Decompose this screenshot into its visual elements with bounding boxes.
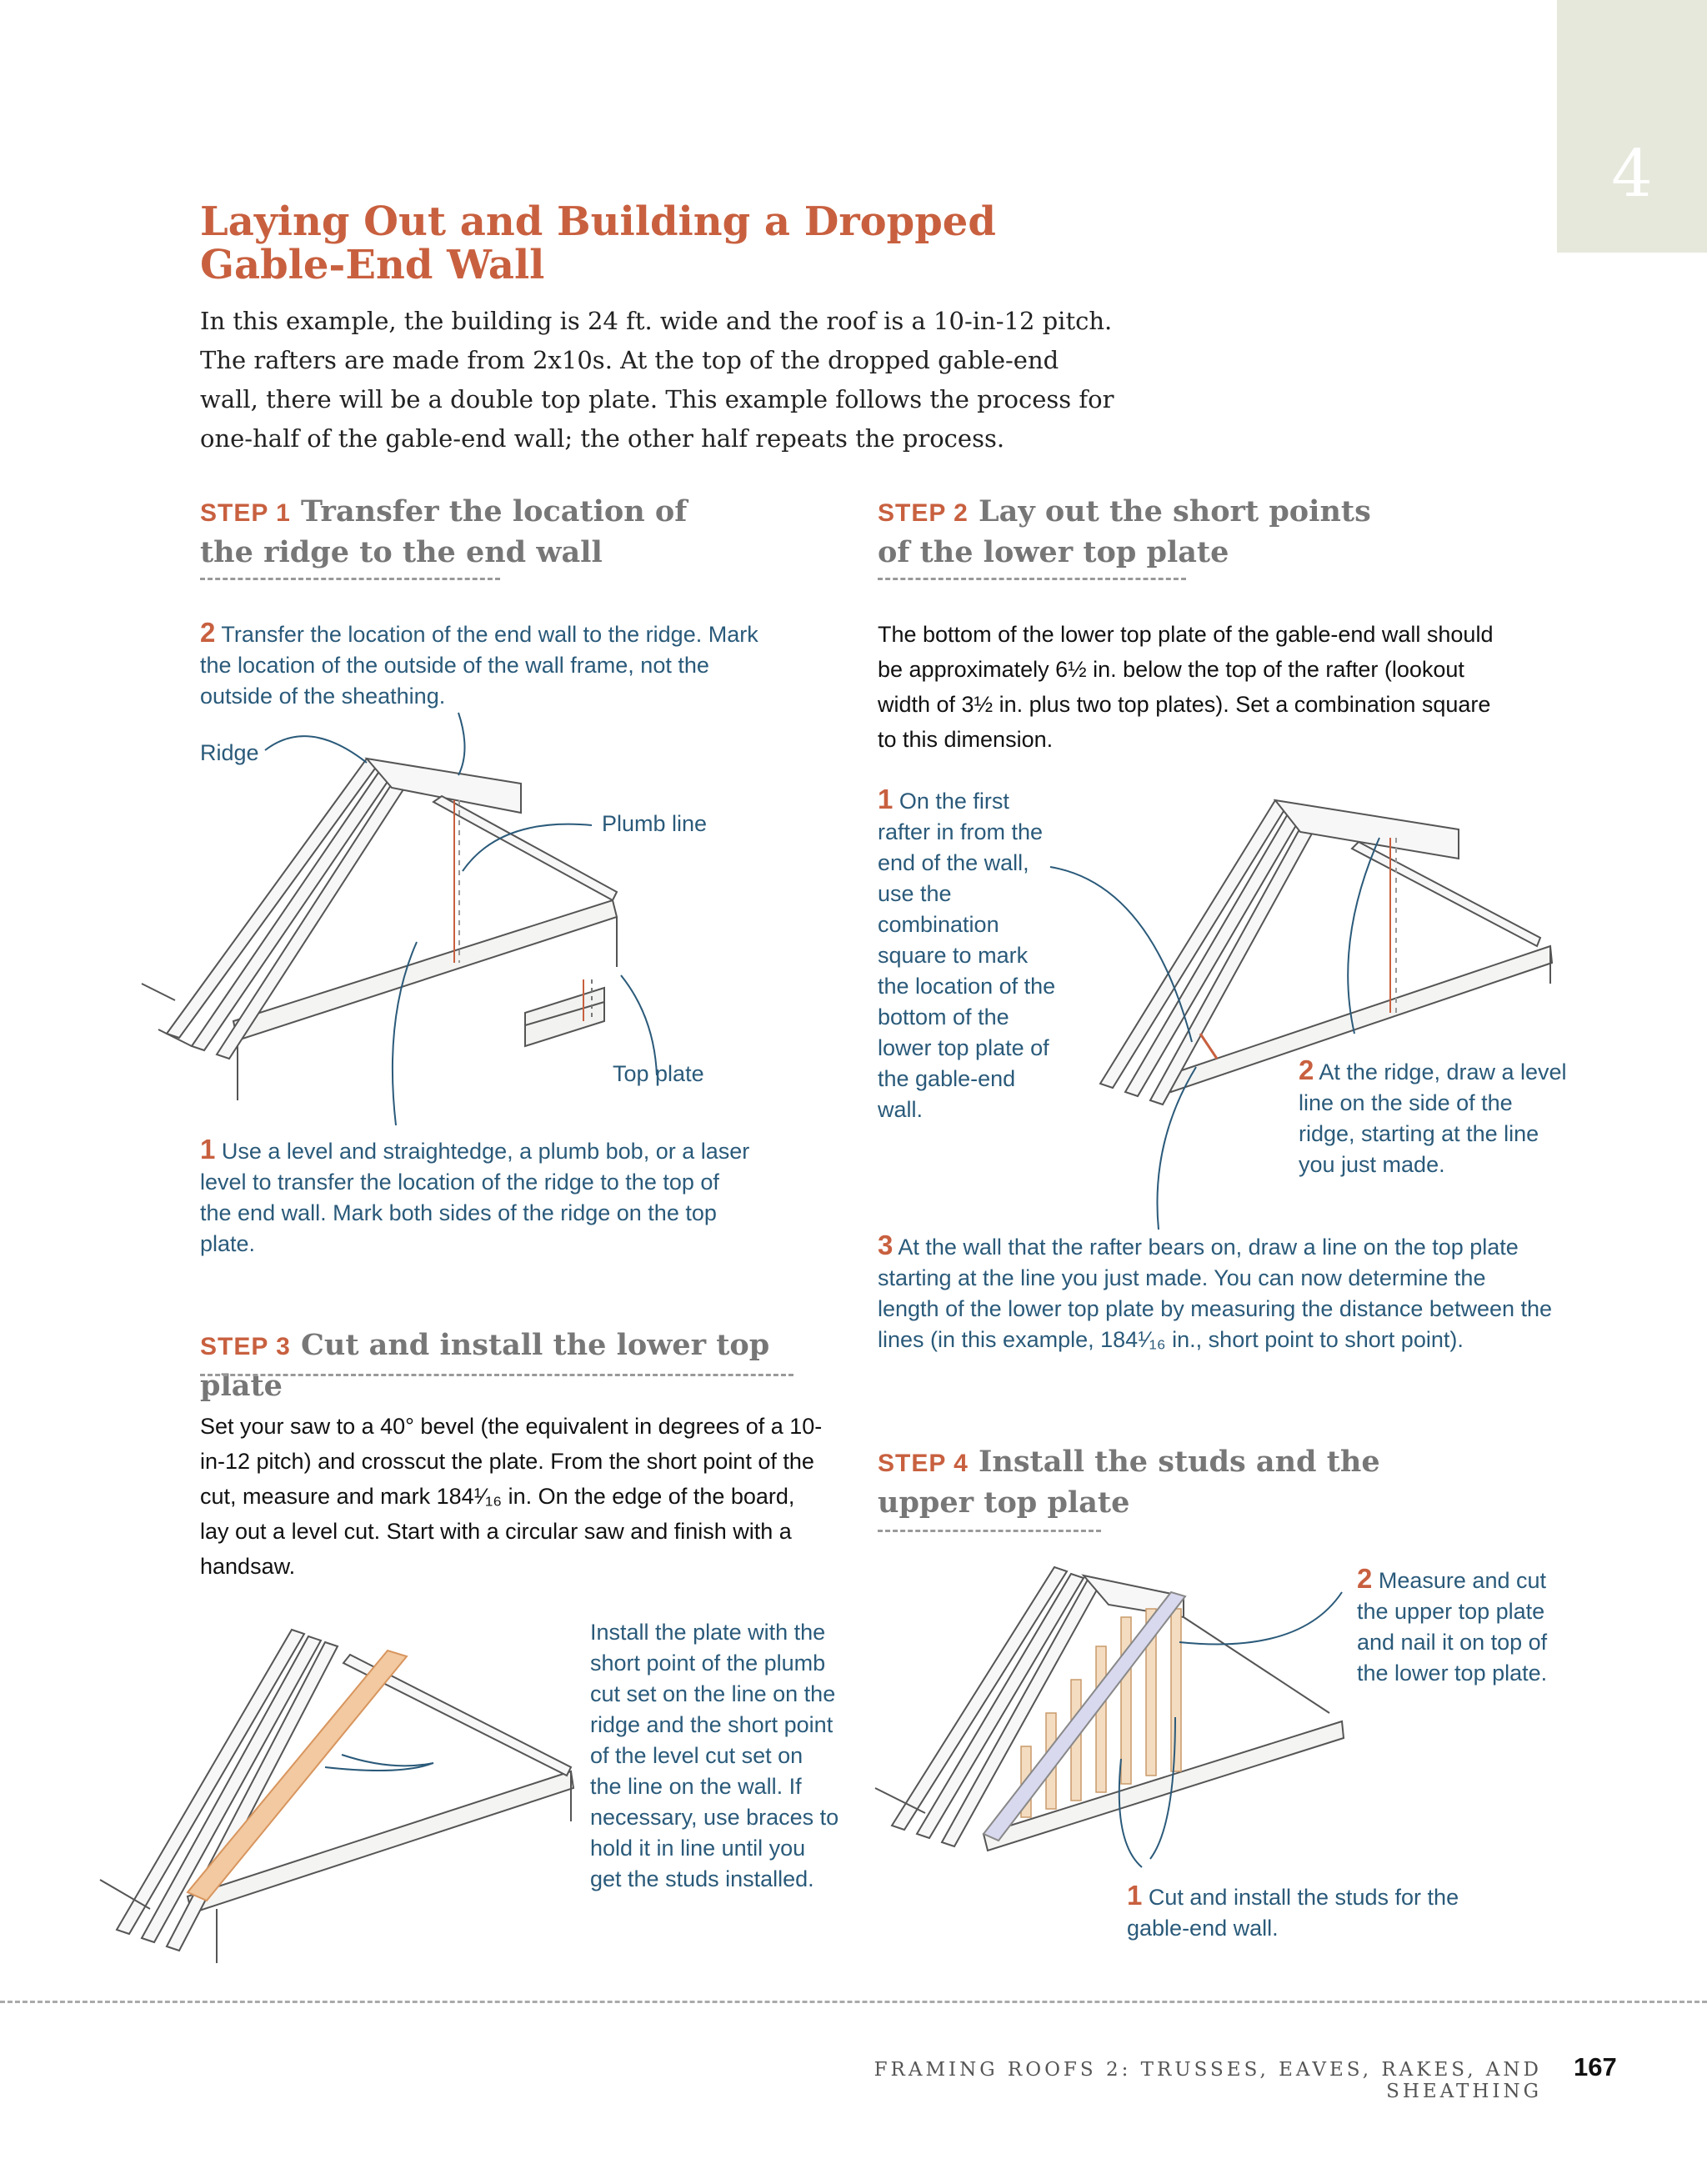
step1-label: STEP 1 (200, 499, 291, 527)
intro-paragraph: In this example, the building is 24 ft. wide and the roof is a 10-in-12 pitch. The rafters are made from 2x10s. At the top of the dropped gable-end wall, there will be a double top plate. This example follows the process for one-half of the gable-end wall; the other half repeats the process. (200, 307, 1114, 453)
step2-title: Lay out the short points of the lower top plate (878, 494, 1371, 569)
step1-note2-text: Transfer the location of the end wall to the ridge. Mark the location of the outside of the wall frame, not the outside of the sheathing. (200, 622, 758, 709)
step2-underline (878, 578, 1186, 580)
page-number: 167 (1574, 2052, 1617, 2081)
chapter-number: 4 (1611, 137, 1653, 212)
step4-heading (878, 1442, 1411, 1522)
step2-heading (878, 492, 1411, 572)
step4-note2-text: Measure and cut the upper top plate and nail it on top of the lower top plate. (1357, 1568, 1548, 1686)
title-line-2: Gable-End Wall (200, 242, 545, 288)
page-title (200, 200, 1034, 287)
step3-underline (200, 1374, 793, 1376)
step2-note1-number: 1 (878, 784, 894, 814)
step2-note-1 (878, 784, 1061, 1125)
step3-title: Cut and install the lower top plate (200, 1328, 770, 1403)
step2-note-3 (878, 1230, 1553, 1355)
step1-note1-text: Use a level and straightedge, a plumb bob, or a laser level to transfer the location of the ridge to the top of the end wall. Mark both sides of the ridge on the top plate. (200, 1139, 750, 1256)
running-footer: FRAMING ROOFS 2: TRUSSES, EAVES, RAKES, AND SHEATHING (874, 2059, 1542, 2102)
step2-note3-text: At the wall that the rafter bears on, draw a line on the top plate starting at the line you just made. You can now determine the length of the lower top plate by measuring the distance between the lines (in this example, 184¹⁄₁₆ in., short point to short point). (878, 1235, 1553, 1352)
step3-body: Set your saw to a 40° bevel (the equivalent in degrees of a 10-in-12 pitch) and crosscut the plate. From the short point of the cut, measure and mark 184¹⁄₁₆ in. On the edge of the board, lay out a level cut. Start with a circular saw and finish with a handsaw. (200, 1414, 823, 1579)
step1-note-2 (200, 617, 767, 712)
step1-heading (200, 492, 733, 572)
step4-note1-number: 1 (1127, 1880, 1143, 1911)
step4-illustration (875, 1559, 1350, 1859)
step1-underline (200, 578, 500, 580)
step3-note: Install the plate with the short point of the plumb cut set on the line on the ridge and the short point of the level cut set on the line on the wall. If necessary, use braces to hold it in line until you get the studs installed. (590, 1620, 839, 1891)
step2-body: The bottom of the lower top plate of the gable-end wall should be approximately 6½ in. below the top of the rafter (lookout width of 3½ in. plus two top plates). Set a combination square to this dimension. (878, 622, 1494, 752)
step1-note-1 (200, 1134, 750, 1260)
plumb-line-label: Plumb line (602, 811, 708, 836)
step4-label: STEP 4 (878, 1450, 969, 1477)
step4-note2-number: 2 (1357, 1563, 1373, 1594)
step4-note1-text: Cut and install the studs for the gable-end wall. (1127, 1885, 1459, 1941)
top-plate-label: Top plate (613, 1061, 704, 1086)
step1-note2-number: 2 (200, 617, 216, 648)
step4-note-1 (1127, 1880, 1460, 1944)
step2-note3-number: 3 (878, 1230, 894, 1260)
step2-note2-text: At the ridge, draw a level line on the side of the ridge, starting at the line you just made. (1299, 1059, 1567, 1177)
step3-illustration (100, 1621, 583, 1971)
step2-label: STEP 2 (878, 499, 969, 527)
step4-note-2 (1357, 1563, 1574, 1689)
step4-underline (878, 1530, 1101, 1532)
step4-title: Install the studs and the upper top plate (878, 1445, 1380, 1520)
step3-label: STEP 3 (200, 1333, 291, 1360)
title-line-1: Laying Out and Building a Dropped (200, 198, 996, 245)
ridge-label: Ridge (200, 740, 259, 765)
step2-note-2 (1299, 1054, 1574, 1180)
step1-illustration (142, 734, 683, 1117)
footer-rule (0, 2001, 1707, 2003)
step3-heading (200, 1325, 833, 1405)
step1-note1-number: 1 (200, 1134, 216, 1165)
step1-title: Transfer the location of the ridge to the end wall (200, 494, 688, 569)
step2-note2-number: 2 (1299, 1054, 1314, 1085)
step2-note1-text: On the first rafter in from the end of the wall, use the combination square to mark the location of the bottom of the lower top plate of the gable-end wall. (878, 789, 1056, 1122)
chapter-tab (1557, 0, 1707, 253)
